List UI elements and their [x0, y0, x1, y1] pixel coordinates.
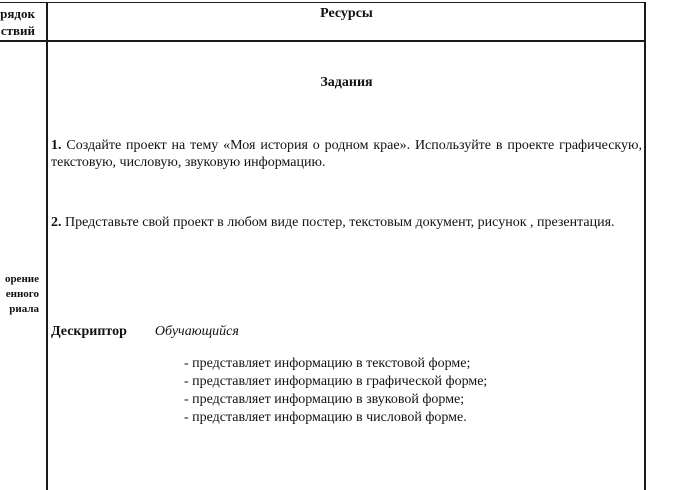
task-text: Представьте свой проект в любом виде постер, текстовым документ, рисунок , презентация. [61, 215, 615, 230]
list-item: - представляет информацию в звуковой форме; [184, 392, 465, 407]
table-top-border [0, 2, 646, 3]
side-label [5, 272, 39, 317]
list-item: - представляет информацию в текстовой форме; [184, 356, 471, 371]
task-item-2 [51, 214, 642, 231]
descriptor-label: Дескриптор [51, 324, 127, 339]
header-bottom-border [0, 40, 646, 42]
header-left-line2: ствий [0, 23, 35, 38]
side-label-line1: орение [4, 273, 39, 285]
descriptor-subject: Обучающийся [154, 324, 239, 339]
task-text: Создайте проект на тему «Моя история о родном крае». Используйте в проекте графическую, текстовую, числовую, звуковую информацию. [51, 138, 642, 170]
side-label-line2: енного [5, 288, 39, 300]
descriptor-list [184, 355, 487, 427]
task-number: 1. [51, 138, 62, 153]
task-number: 2. [51, 215, 62, 230]
list-item: - представляет информацию в числовой форме. [184, 410, 467, 425]
task-item-1 [51, 137, 642, 171]
side-label-line3: риала [9, 303, 39, 315]
tasks-title: Задания [320, 75, 373, 90]
header-left-line1: рядок [0, 6, 35, 21]
list-item: - представляет информацию в графической форме; [184, 374, 488, 389]
header-resources-title: Ресурсы [320, 6, 373, 21]
descriptor-row [51, 324, 239, 340]
header-left-cell [0, 5, 35, 39]
